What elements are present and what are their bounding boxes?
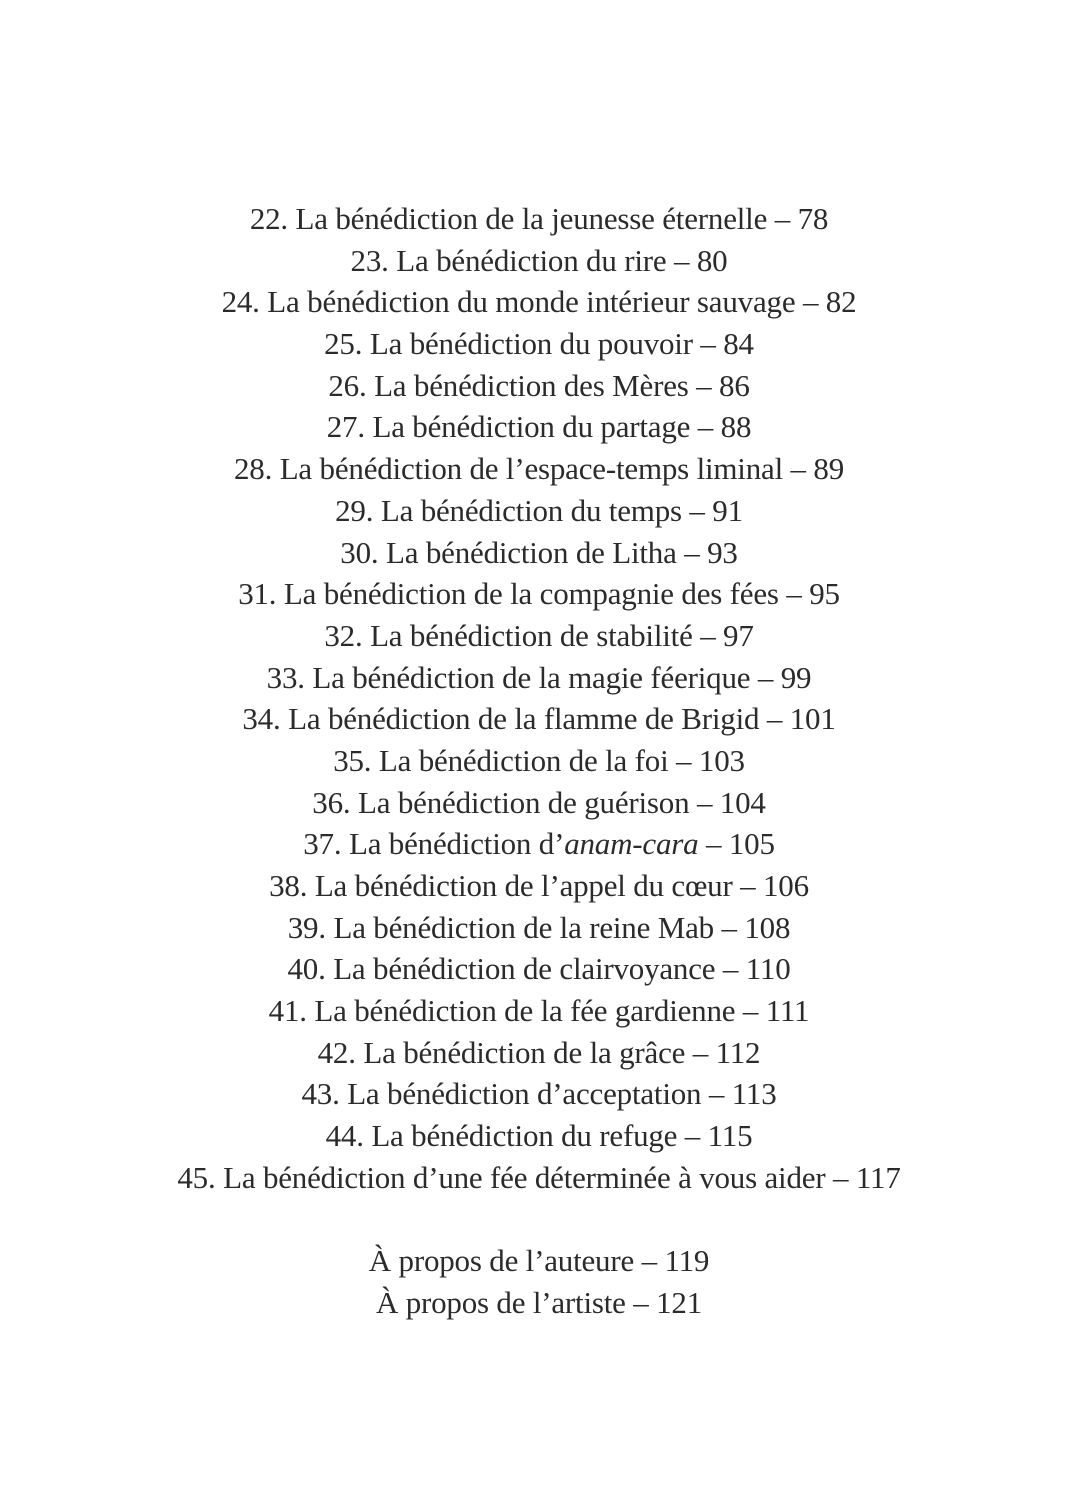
toc-entry-number: 31.: [238, 576, 277, 612]
toc-entry[interactable]: [0, 281, 1078, 323]
toc-entry-page: 82: [825, 284, 857, 320]
toc-entry-page: 99: [780, 659, 812, 695]
toc-entry[interactable]: [0, 323, 1078, 365]
toc-entry-number: 37.: [303, 826, 342, 862]
toc-separator: –: [634, 1243, 665, 1279]
toc-separator: –: [689, 784, 720, 820]
toc-back-page: 119: [664, 1243, 710, 1279]
toc-separator: –: [668, 742, 699, 778]
toc-entry-page: 95: [809, 576, 840, 612]
toc-entry-number: 44.: [325, 1118, 364, 1154]
toc-entry-page: 88: [720, 409, 752, 445]
toc-separator: –: [676, 534, 708, 570]
toc-separator: –: [778, 576, 810, 612]
toc-entry-title: La bénédiction de la grâce: [363, 1034, 686, 1070]
toc-entry[interactable]: [0, 1032, 1078, 1074]
toc-entry-title: La bénédiction du temps: [380, 492, 682, 528]
toc-entry-page: 86: [719, 367, 750, 403]
toc-entry-number: 38.: [269, 868, 308, 903]
toc-entry-title: La bénédiction de clairvoyance: [333, 951, 716, 987]
toc-entry-number: 23.: [350, 242, 389, 278]
toc-entry-number: 26.: [328, 367, 367, 403]
toc-back-matter: [0, 1240, 1078, 1323]
toc-entry-title: La bénédiction du monde intérieur sauvage: [267, 284, 796, 320]
toc-separator: –: [795, 284, 826, 320]
toc-entry[interactable]: [0, 698, 1078, 740]
toc-entry[interactable]: [0, 1073, 1078, 1115]
toc-entry-page: 91: [712, 492, 743, 528]
toc-entry[interactable]: [0, 448, 1078, 490]
toc-entry-page: 97: [723, 617, 754, 653]
toc-separator: –: [681, 492, 713, 528]
toc-separator: –: [698, 826, 729, 862]
toc-separator: –: [692, 617, 724, 653]
toc-entry-title: La bénédiction de la flamme de Brigid: [288, 701, 760, 737]
toc-entry-number: 32.: [324, 617, 363, 653]
toc-entry[interactable]: [0, 490, 1078, 532]
toc-entry-title: La bénédiction de guérison: [358, 784, 690, 820]
toc-separator: –: [767, 201, 798, 236]
toc-entry-title: La bénédiction du pouvoir: [369, 326, 693, 362]
toc-entry[interactable]: [0, 615, 1078, 657]
toc-entry-number: 30.: [340, 534, 379, 570]
toc-entry-page: 93: [707, 534, 738, 570]
toc-entry-title: La bénédiction du refuge: [371, 1118, 678, 1154]
toc-entry[interactable]: [0, 657, 1078, 699]
toc-back-title: À propos de l’auteure: [368, 1243, 635, 1279]
toc-entry-number: 35.: [333, 742, 372, 778]
toc-entry[interactable]: [0, 907, 1078, 949]
toc-entry-page: 115: [707, 1118, 753, 1154]
toc-entry[interactable]: [0, 406, 1078, 448]
toc-entry-page: 105: [728, 826, 775, 862]
toc-separator: –: [732, 868, 763, 903]
toc-separator: –: [735, 993, 766, 1029]
toc-entry[interactable]: [0, 948, 1078, 990]
toc-entry-title: La bénédiction de l’appel du cœur: [314, 868, 733, 903]
toc-entry-title: La bénédiction de la reine Mab: [333, 909, 714, 945]
toc-entry-page: 80: [696, 242, 728, 278]
toc-entry-title: La bénédiction d’une fée déterminée à vous aider: [223, 1159, 826, 1195]
toc-entry-number: 24.: [221, 284, 260, 320]
toc-entry-title: La bénédiction d’acceptation: [347, 1076, 702, 1112]
toc-entry-number: 25.: [324, 326, 363, 362]
toc-entry-page: 110: [745, 951, 791, 987]
toc-back-entry[interactable]: [0, 1240, 1078, 1282]
toc-entry[interactable]: [0, 782, 1078, 824]
toc-separator: –: [690, 409, 721, 445]
toc-entry-title: La bénédiction de la foi: [378, 742, 669, 778]
toc-entry-title: La bénédiction de la compagnie des fées: [283, 576, 779, 612]
toc-entry-number: 33.: [266, 659, 305, 695]
toc-entry-number: 29.: [335, 492, 374, 528]
toc-entry[interactable]: [0, 240, 1078, 282]
toc-entry-number: 42.: [317, 1034, 356, 1070]
toc-entry[interactable]: [0, 1157, 1078, 1199]
toc-entry-title: La bénédiction de la fée gardienne: [314, 993, 736, 1029]
toc-entry-title: La bénédiction du partage: [372, 409, 691, 445]
toc-entry-title-italic: anam-cara: [564, 826, 699, 862]
toc-entry-page: 111: [765, 993, 810, 1029]
toc-entry[interactable]: [0, 365, 1078, 407]
toc-entry-page: 84: [723, 326, 754, 362]
toc-entry-number: 45.: [177, 1159, 216, 1195]
toc-separator: –: [666, 242, 697, 278]
toc-entry-number: 36.: [312, 784, 351, 820]
toc-separator: –: [825, 1159, 856, 1195]
toc-entry-page: 113: [731, 1076, 777, 1112]
toc-entry-page: 104: [719, 784, 766, 820]
toc-entry-title: La bénédiction de la magie féerique: [312, 659, 751, 695]
toc-entry-title: La bénédiction de stabilité: [370, 617, 693, 653]
toc-entry-page: 117: [855, 1159, 901, 1195]
toc-entry-number: 41.: [268, 993, 307, 1029]
toc-entry[interactable]: [0, 1115, 1078, 1157]
toc-entry-title: La bénédiction de la jeunesse éternelle: [295, 201, 768, 236]
toc-entry-number: 40.: [287, 951, 326, 987]
toc-separator: –: [783, 451, 814, 487]
toc-separator: –: [685, 1034, 716, 1070]
toc-separator: –: [677, 1118, 708, 1154]
toc-entry-title: La bénédiction du rire: [396, 242, 667, 278]
toc-entry[interactable]: [0, 532, 1078, 574]
toc-separator: –: [759, 701, 790, 737]
toc-entry-number: 28.: [233, 451, 273, 487]
toc-entry[interactable]: [0, 740, 1078, 782]
toc-entry-title: La bénédiction des Mères: [374, 367, 689, 403]
toc-separator: –: [688, 367, 720, 403]
toc-entry-number: 27.: [326, 409, 365, 445]
toc-entry-title: La bénédiction de Litha: [386, 534, 677, 570]
toc-entry-number: 22.: [249, 201, 288, 236]
toc-entry[interactable]: [0, 573, 1078, 615]
toc-entry-number: 34.: [242, 701, 281, 737]
toc-entry-title: La bénédiction d’: [348, 826, 565, 862]
toc-entry-page: 103: [698, 742, 745, 778]
toc-back-title: À propos de l’artiste: [375, 1284, 626, 1320]
toc-separator: –: [715, 951, 746, 987]
toc-entry-page: 89: [813, 451, 845, 487]
toc-entry-page: 106: [762, 868, 809, 903]
toc-entry-page: 78: [797, 201, 829, 236]
toc-entry[interactable]: [0, 198, 1078, 240]
toc-separator: –: [701, 1076, 732, 1112]
toc-entry[interactable]: [0, 865, 1078, 907]
toc-entry-number: 43.: [301, 1076, 340, 1112]
toc-spacer: [0, 1199, 1078, 1241]
toc-entry[interactable]: [0, 990, 1078, 1032]
toc-entry-page: 108: [744, 909, 791, 945]
toc-entry-page: 101: [789, 701, 836, 737]
toc-entry-title: La bénédiction de l’espace-temps liminal: [279, 451, 783, 487]
toc-entry-page: 112: [715, 1034, 761, 1070]
toc-entry-number: 39.: [287, 909, 326, 945]
toc-entries: [0, 198, 1078, 1199]
toc-separator: –: [625, 1284, 657, 1320]
toc-separator: –: [750, 659, 781, 695]
toc-separator: –: [692, 326, 724, 362]
toc-back-page: 121: [656, 1284, 703, 1320]
toc-back-entry[interactable]: [0, 1282, 1078, 1324]
table-of-contents: [0, 198, 1078, 1324]
toc-separator: –: [713, 909, 745, 945]
toc-entry[interactable]: [0, 823, 1078, 865]
